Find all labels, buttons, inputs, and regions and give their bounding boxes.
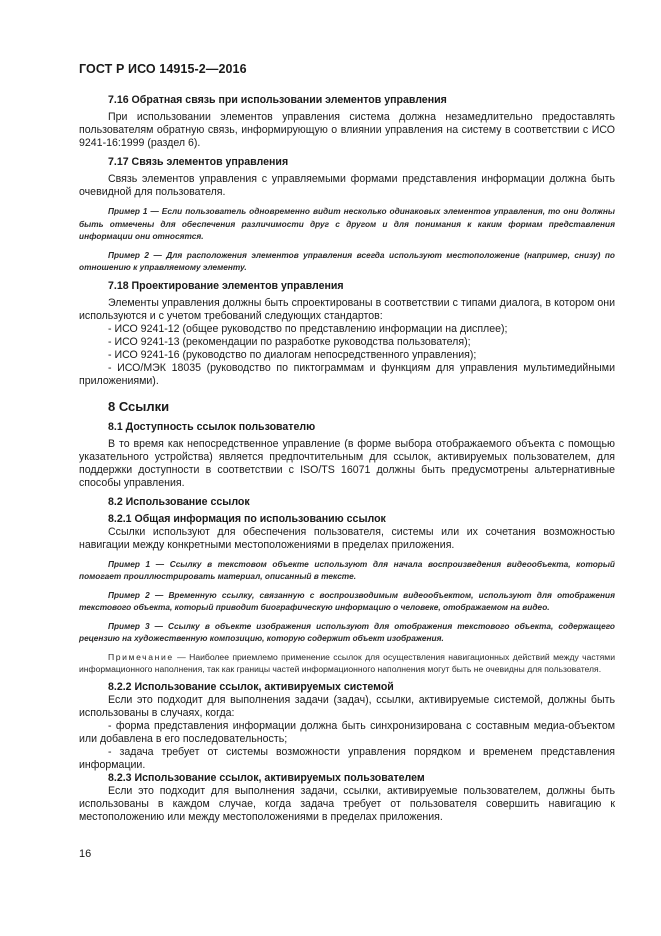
list-item: - форма представления информации должна быть синхронизирована с составным медиа-объектом или добавлена в его последовательность; bbox=[79, 719, 615, 745]
section-7-17-example-2: Пример 2 — Для расположения элементов управления всегда используют местоположение (например, снизу) по отношению к управляемому элементу. bbox=[79, 249, 615, 272]
section-8-2-heading: 8.2 Использование ссылок bbox=[108, 495, 250, 508]
list-item: - ИСО/МЭК 18035 (руководство по пиктограммам и функциям для управления мультимедийными приложениями). bbox=[79, 361, 615, 387]
section-7-18-heading: 7.18 Проектирование элементов управления bbox=[108, 279, 344, 292]
section-7-16-paragraph: При использовании элементов управления система должна незамедлительно предоставлять пользователям обратную связь, информирующую о влиянии управления на систему в соответствии с ИСО 9241-16:1999 (раздел 6). bbox=[79, 111, 615, 149]
section-7-17-paragraph: Связь элементов управления с управляемыми формами представления информации должна быть очевидной для пользователя. bbox=[79, 173, 615, 198]
section-7-17-example-1: Пример 1 — Если пользователь одновременно видит несколько одинаковых элементов управления, то они должны быть отмечены для обеспечения различимости друг с другом и для понимания к каким формам представления информации они относятся. bbox=[79, 206, 615, 241]
list-item: - задача требует от системы возможности управления порядком и временем представления информации. bbox=[79, 745, 615, 771]
section-8-2-2-paragraph: Если это подходит для выполнения задачи (задач), ссылки, активируемые системой, должны быть использованы в случаях, когда: bbox=[79, 693, 615, 719]
standard-header: ГОСТ Р ИСО 14915-2—2016 bbox=[79, 62, 247, 76]
section-8-2-1-heading: 8.2.1 Общая информация по использованию ссылок bbox=[108, 512, 386, 525]
document-body bbox=[79, 94, 615, 824]
page-number: 16 bbox=[79, 848, 92, 860]
section-8-2-2-heading: 8.2.2 Использование ссылок, активируемых системой bbox=[108, 680, 394, 693]
list-item: - ИСО 9241-13 (рекомендации по разработке руководства пользователя); bbox=[108, 335, 471, 348]
section-8-2-1-note bbox=[79, 651, 615, 675]
section-8-2-1-example-3: Пример 3 — Ссылку в объекте изображения используют для отображения текстового объекта, содержащего рецензию на художественную композицию, которую содержит объект изображения. bbox=[79, 620, 615, 643]
section-8-1-paragraph: В то время как непосредственное управление (в форме выбора отображаемого объекта с помощью указательного устройства) является предпочтительным для ссылок, активируемых пользователем, для поддержки доступности в соответствии с ISO/TS 16071 должны быть предусмотрены альтернативные способы управления. bbox=[79, 437, 615, 489]
note-label: Примечание bbox=[108, 651, 174, 662]
section-7-16-heading: 7.16 Обратная связь при использовании элементов управления bbox=[108, 94, 447, 106]
section-8-2-1-paragraph: Ссылки используют для обеспечения пользователя, системы или их сочетания возможностью навигации между конкретными местоположениями в пределах приложения. bbox=[79, 525, 615, 551]
section-8-heading: 8 Ссылки bbox=[108, 398, 170, 414]
list-item: - ИСО 9241-12 (общее руководство по представлению информации на дисплее); bbox=[108, 322, 508, 335]
list-item: - ИСО 9241-16 (руководство по диалогам непосредственного управления); bbox=[108, 348, 477, 361]
section-7-17-heading: 7.17 Связь элементов управления bbox=[108, 156, 289, 168]
section-7-18-paragraph: Элементы управления должны быть спроектированы в соответствии с типами диалога, в котором они используются и с учетом требований следующих стандартов: bbox=[79, 296, 615, 322]
note-text: — Наиболее приемлемо применение ссылок для осуществления навигационных действий между частями информационного наполнения, так как границы частей информационного наполнения могут быть не очевидны для пользователя. bbox=[79, 651, 615, 674]
section-8-2-3-heading: 8.2.3 Использование ссылок, активируемых пользователем bbox=[108, 771, 425, 784]
section-8-2-1-example-2: Пример 2 — Временную ссылку, связанную с воспроизводимым видеообъектом, используют для отображения текстового объекта, который приводит биографическую информацию о человеке, отображаемом на видео. bbox=[79, 589, 615, 612]
section-8-2-3-paragraph: Если это подходит для выполнения задачи, ссылки, активируемые пользователем, должны быть использованы в каждом случае, когда задача требует от пользователя совершить навигацию к местоположению или между местоположениями в пределах приложения. bbox=[79, 784, 615, 823]
section-8-1-heading: 8.1 Доступность ссылок пользователю bbox=[108, 420, 316, 433]
section-8-2-1-example-1: Пример 1 — Ссылку в текстовом объекте используют для начала воспроизведения видеообъекта, который помогает проиллюстрировать материал, описанный в тексте. bbox=[79, 558, 615, 581]
